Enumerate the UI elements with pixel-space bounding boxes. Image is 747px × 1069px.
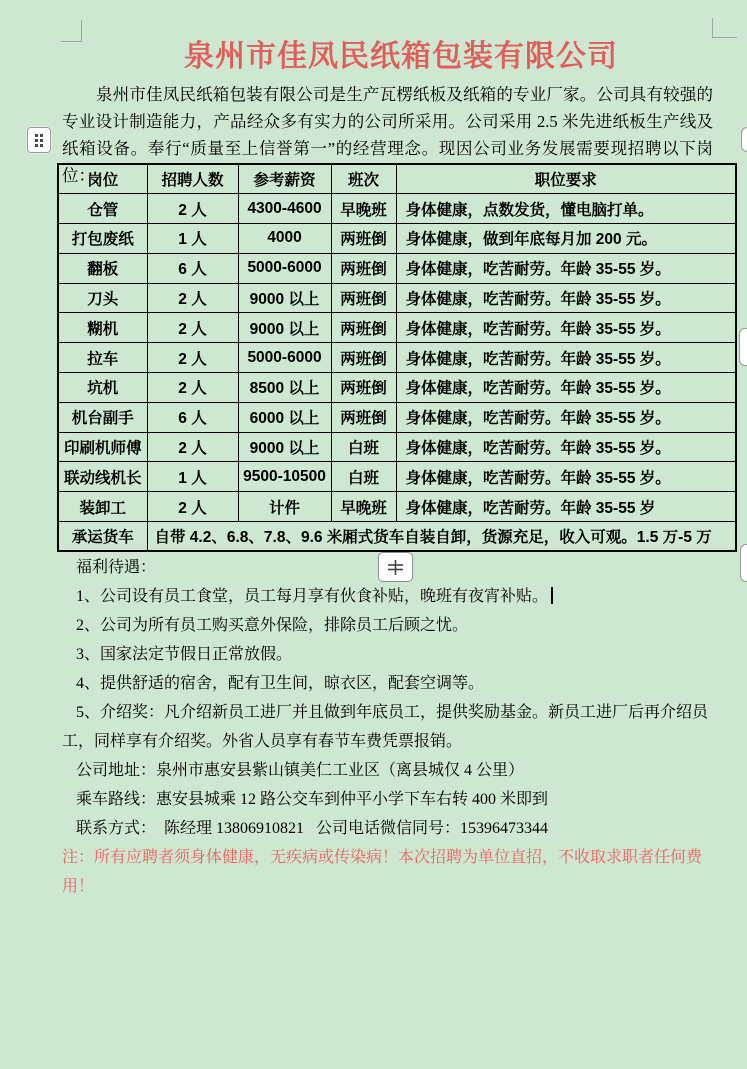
table-cell: 联动线机长 <box>58 462 147 492</box>
table-cell: 承运货车 <box>58 522 147 552</box>
benefit-item: 2、公司为所有员工购买意外保险，排除员工后顾之忧。 <box>76 617 469 634</box>
table-cell: 白班 <box>331 432 396 462</box>
table-cell: 翻板 <box>58 253 147 283</box>
right-edge-button-icon[interactable] <box>740 544 747 582</box>
table-cell: 身体健康，吃苦耐劳。年龄 35-55 岁。 <box>396 432 736 462</box>
benefit-item: 4、提供舒适的宿舍，配有卫生间，晾衣区，配套空调等。 <box>76 675 485 692</box>
page-title: 泉州市佳凤民纸箱包装有限公司 <box>184 40 618 73</box>
table-cell: 6 人 <box>147 253 238 283</box>
table-cell: 拉车 <box>58 343 147 373</box>
table-cell: 身体健康，吃苦耐劳。年龄 35-55 岁。 <box>396 373 736 403</box>
table-cell: 两班倒 <box>331 343 396 373</box>
table-cell: 计件 <box>238 492 331 522</box>
table-row <box>58 313 736 343</box>
table-row <box>58 194 736 224</box>
table-cell: 1 人 <box>147 462 238 492</box>
table-cell: 2 人 <box>147 343 238 373</box>
column-header: 参考薪资 <box>238 164 331 194</box>
table-cell: 身体健康，点数发货，懂电脑打单。 <box>396 194 736 224</box>
table-cell: 2 人 <box>147 432 238 462</box>
table-cell: 9000 以上 <box>238 313 331 343</box>
column-header: 招聘人数 <box>147 164 238 194</box>
table-cell: 2 人 <box>147 283 238 313</box>
table-cell: 两班倒 <box>331 313 396 343</box>
table-cell: 2 人 <box>147 194 238 224</box>
table-cell: 身体健康，做到年底每月加 200 元。 <box>396 224 736 254</box>
table-cell: 9000 以上 <box>238 432 331 462</box>
recruitment-note: 注：所有应聘者须身体健康，无疾病或传染病！本次招聘为单位直招，不收取求职者任何费用！ <box>62 849 703 895</box>
right-edge-button-icon[interactable] <box>741 127 747 152</box>
column-header: 职位要求 <box>396 164 736 194</box>
table-row <box>58 492 736 522</box>
column-header: 岗位 <box>58 164 147 194</box>
table-cell: 两班倒 <box>331 253 396 283</box>
table-row <box>58 224 736 254</box>
table-cell: 5000-6000 <box>238 253 331 283</box>
text-cursor <box>551 587 553 604</box>
column-header: 班次 <box>331 164 396 194</box>
table-cell: 糊机 <box>58 313 147 343</box>
table-row <box>58 462 736 492</box>
contact-phone-line: 联系方式： 陈经理 13806910821 公司电话微信同号：15396473344 <box>76 820 549 837</box>
benefit-item: 3、国家法定节假日正常放假。 <box>76 646 293 663</box>
table-cell: 2 人 <box>147 492 238 522</box>
table-cell: 身体健康，吃苦耐劳。年龄 35-55 岁。 <box>396 462 736 492</box>
benefit-item <box>62 582 717 611</box>
table-cell: 6 人 <box>147 402 238 432</box>
table-row <box>58 253 736 283</box>
table-row <box>58 283 736 313</box>
benefits-heading: 福利待遇： <box>76 559 157 576</box>
table-cell: 身体健康，吃苦耐劳。年龄 35-55 岁。 <box>396 253 736 283</box>
table-cell: 身体健康，吃苦耐劳。年龄 35-55 岁。 <box>396 402 736 432</box>
table-cell: 1 人 <box>147 224 238 254</box>
table-cell: 坑机 <box>58 373 147 403</box>
table-cell: 两班倒 <box>331 402 396 432</box>
table-cell: 机台副手 <box>58 402 147 432</box>
table-cell: 4000 <box>238 224 331 254</box>
table-cell: 身体健康，吃苦耐劳。年龄 35-55 岁。 <box>396 283 736 313</box>
table-cell: 9500-10500 <box>238 462 331 492</box>
job-table-body <box>58 194 736 552</box>
table-cell: 装卸工 <box>58 492 147 522</box>
benefit-item-text: 1、公司设有员工食堂，员工每月享有伙食补贴，晚班有夜宵补贴。 <box>76 588 549 605</box>
table-cell: 白班 <box>331 462 396 492</box>
table-cell: 身体健康，吃苦耐劳。年龄 35-55 岁 <box>396 492 736 522</box>
table-cell: 早晚班 <box>331 492 396 522</box>
table-cell: 刀头 <box>58 283 147 313</box>
company-address-line: 公司地址：泉州市惠安县紫山镇美仁工业区（离县城仅 4 公里） <box>76 762 525 779</box>
table-cell: 两班倒 <box>331 283 396 313</box>
table-row <box>58 343 736 373</box>
table-cell: 印刷机师傅 <box>58 432 147 462</box>
bus-route-line: 乘车路线：惠安县城乘 12 路公交车到仲平小学下车右转 400 米即到 <box>76 791 549 808</box>
table-row <box>58 522 736 552</box>
table-row <box>58 373 736 403</box>
table-cell: 6000 以上 <box>238 402 331 432</box>
table-cell: 两班倒 <box>331 224 396 254</box>
table-row <box>58 432 736 462</box>
table-cell: 两班倒 <box>331 373 396 403</box>
benefit-item: 5、介绍奖：凡介绍新员工进厂并且做到年底员工，提供奖励基金。新员工进厂后再介绍员工，同样享有介绍奖。外省人员享有春节车费凭票报销。 <box>62 704 709 750</box>
six-dot-grid-icon <box>35 134 43 147</box>
table-cell: 2 人 <box>147 373 238 403</box>
table-cell: 自带 4.2、6.8、7.8、9.6 米厢式货车自装自卸，货源充足，收入可观。1.5 万-5 万 <box>147 522 736 552</box>
table-cell: 身体健康，吃苦耐劳。年龄 35-55 岁。 <box>396 343 736 373</box>
table-drag-handle-icon[interactable] <box>27 127 51 153</box>
lower-text-section <box>62 553 717 901</box>
table-row <box>58 402 736 432</box>
table-cell: 8500 以上 <box>238 373 331 403</box>
table-cell: 5000-6000 <box>238 343 331 373</box>
table-cell: 打包废纸 <box>58 224 147 254</box>
intro-paragraph: 泉州市佳凤民纸箱包装有限公司是生产瓦楞纸板及纸箱的专业厂家。公司具有较强的专业设计制造能力，产品经众多有实力的公司所采用。公司采用 2.5 米先进纸板生产线及纸箱设备。奉行“质量至上信誉第一”的经营理念。现因公司业务发展需要现招聘以下岗位： <box>62 85 713 185</box>
table-cell: 4300-4600 <box>238 194 331 224</box>
table-cell: 仓管 <box>58 194 147 224</box>
job-table <box>57 163 737 552</box>
table-cell: 早晚班 <box>331 194 396 224</box>
table-cell: 2 人 <box>147 313 238 343</box>
table-cell: 身体健康，吃苦耐劳。年龄 35-55 岁。 <box>396 313 736 343</box>
job-table-header <box>58 164 736 194</box>
right-edge-button-icon[interactable] <box>739 328 747 366</box>
table-cell: 9000 以上 <box>238 283 331 313</box>
